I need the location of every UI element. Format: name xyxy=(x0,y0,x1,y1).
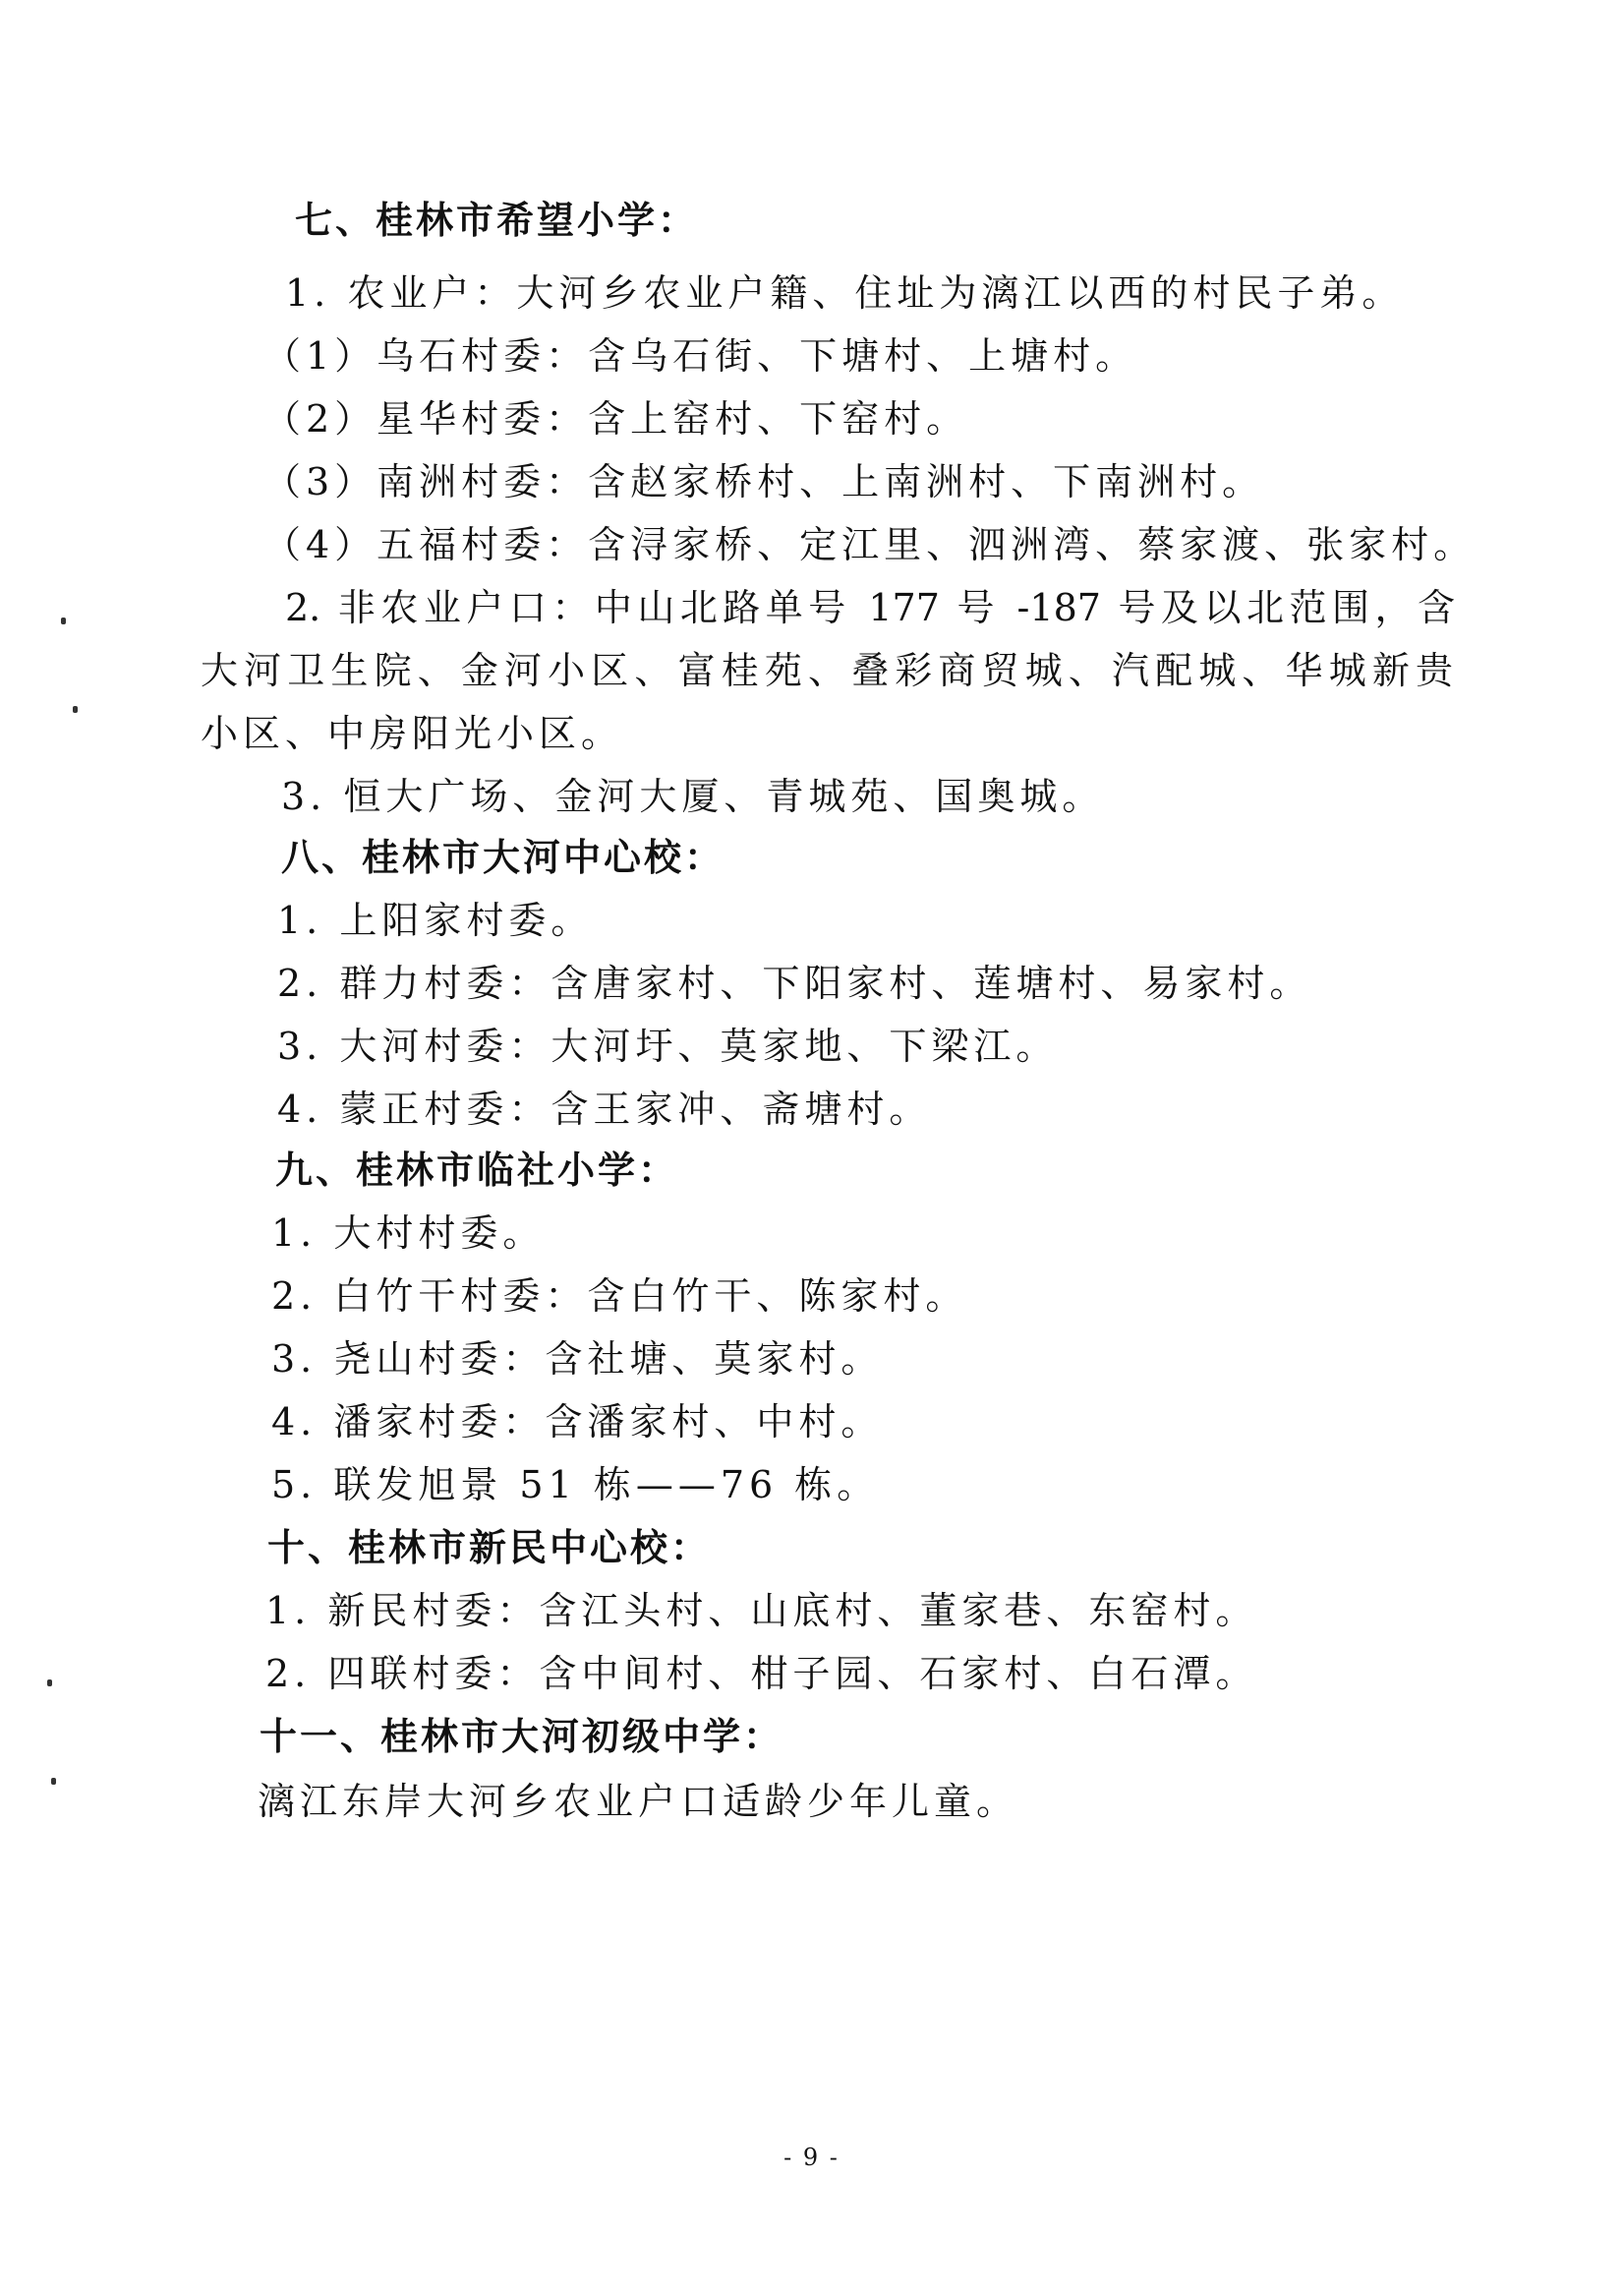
section-9-line-1: 1. 大村村委。 xyxy=(271,1211,546,1255)
section-7-line-2: （1）乌石村委：含乌石街、下塘村、上塘村。 xyxy=(263,334,1138,378)
scan-speck xyxy=(73,706,78,713)
section-11-line-1: 漓江东岸大河乡农业户口适龄少年儿童。 xyxy=(258,1780,1019,1823)
section-9-line-2: 2. 白竹干村委：含白竹干、陈家村。 xyxy=(271,1274,968,1318)
section-7-line-9: 3. 恒大广场、金河大厦、青城苑、国奥城。 xyxy=(281,775,1105,818)
section-11-heading: 十一、桂林市大河初级中学： xyxy=(260,1715,784,1758)
section-7-line-5: （4）五福村委：含浔家桥、定江里、泗洲湾、蔡家渡、张家村。 xyxy=(263,523,1477,566)
section-7-line-6: 2. 非农业户口：中山北路单号 177 号 -187 号及以北范围，含 xyxy=(285,586,1455,629)
section-9-line-5: 5. 联发旭景 51 栋——76 栋。 xyxy=(271,1463,880,1506)
scan-speck xyxy=(61,618,66,624)
scan-speck xyxy=(47,1679,52,1686)
section-8-line-2: 2. 群力村委：含唐家村、下阳家村、莲塘村、易家村。 xyxy=(277,962,1312,1005)
section-8-line-3: 3. 大河村委：大河圩、莫家地、下梁江。 xyxy=(277,1025,1059,1068)
section-7-line-1: 1. 农业户：大河乡农业户籍、住址为漓江以西的村民子弟。 xyxy=(285,271,1405,315)
section-10-heading: 十、桂林市新民中心校： xyxy=(267,1526,712,1569)
section-7-heading: 七、桂林市希望小学： xyxy=(295,199,699,242)
section-9-line-3: 3. 尧山村委：含社塘、莫家村。 xyxy=(271,1337,884,1381)
section-10-line-2: 2. 四联村委：含中间村、柑子园、石家村、白石潭。 xyxy=(265,1652,1258,1695)
section-9-heading: 九、桂林市临社小学： xyxy=(275,1148,679,1192)
section-8-line-4: 4. 蒙正村委：含王家冲、斋塘村。 xyxy=(277,1088,932,1131)
section-7-line-8: 小区、中房阳光小区。 xyxy=(201,712,624,755)
section-7-line-4: （3）南洲村委：含赵家桥村、上南洲村、下南洲村。 xyxy=(263,460,1265,503)
section-8-line-1: 1. 上阳家村委。 xyxy=(277,899,594,942)
scan-speck xyxy=(51,1778,56,1785)
section-7-line-7: 大河卫生院、金河小区、富桂苑、叠彩商贸城、汽配城、华城新贵 xyxy=(201,649,1453,692)
section-7-line-3: （2）星华村委：含上窑村、下窑村。 xyxy=(263,397,969,441)
section-10-line-1: 1. 新民村委：含江头村、山底村、董家巷、东窑村。 xyxy=(265,1589,1258,1632)
page-number: - 9 - xyxy=(783,2144,840,2171)
section-9-line-4: 4. 潘家村委：含潘家村、中村。 xyxy=(271,1400,884,1443)
section-8-heading: 八、桂林市大河中心校： xyxy=(281,836,725,879)
